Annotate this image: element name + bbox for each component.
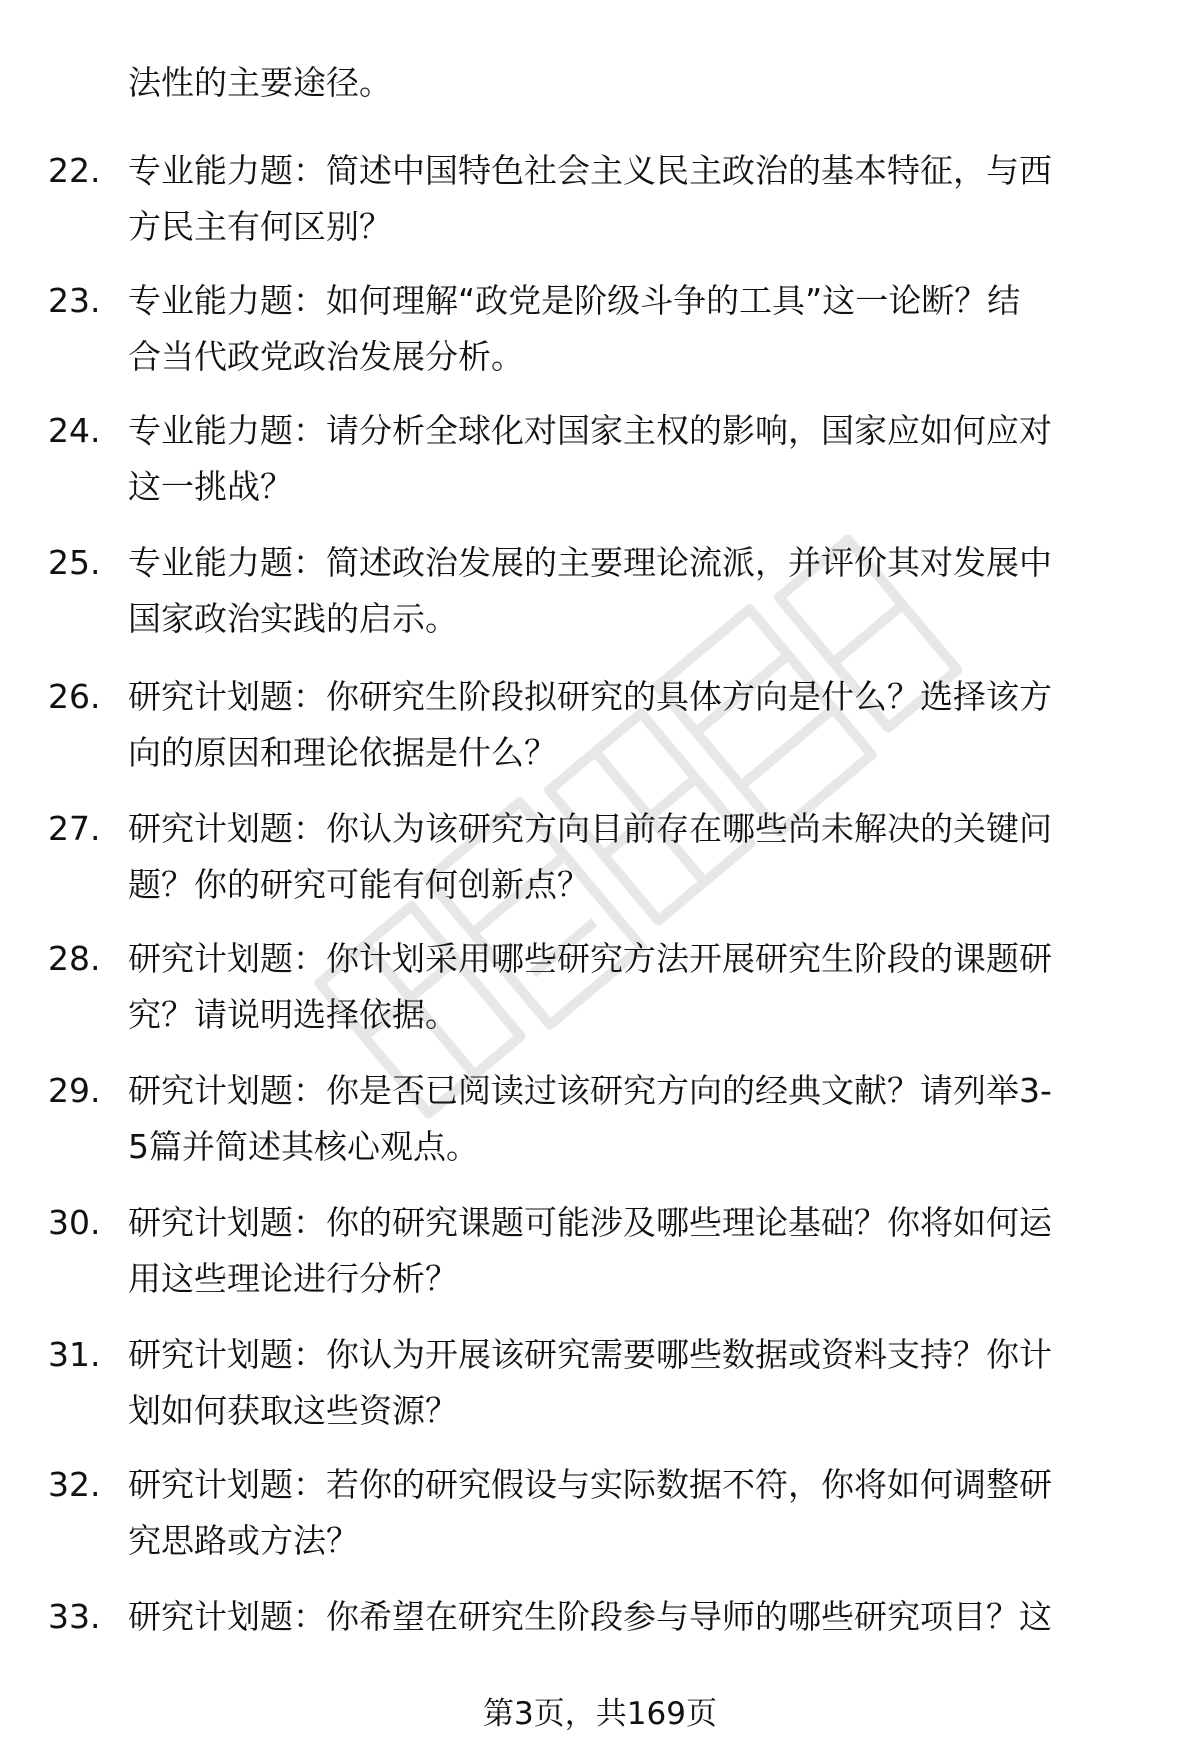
question-text-line-2: 用这些理论进行分析？ [128,1259,458,1298]
question-number: 22. [48,151,101,190]
question-text-line-2: 题？你的研究可能有何创新点？ [128,865,590,904]
question-text-line-2: 这一挑战？ [128,467,293,506]
question-text-line-1: 研究计划题：你认为该研究方向目前存在哪些尚未解决的关键问 [128,809,1052,848]
question-number: 31. [48,1335,101,1374]
question-text-line-1: 专业能力题：简述政治发展的主要理论流派，并评价其对发展中 [128,543,1052,582]
question-number: 26. [48,677,101,716]
continuation-text: 法性的主要途径。 [128,63,392,102]
question-number: 32. [48,1465,101,1504]
question-text-line-1: 研究计划题：你希望在研究生阶段参与导师的哪些研究项目？这 [128,1597,1052,1636]
question-text-line-2: 究？请说明选择依据。 [128,995,458,1034]
question-text-line-1: 研究计划题：你是否已阅读过该研究方向的经典文献？请列举3- [128,1071,1052,1110]
page-footer: 第3页，共169页 [483,1696,717,1732]
question-number: 27. [48,809,101,848]
question-text-line-1: 研究计划题：若你的研究假设与实际数据不符，你将如何调整研 [128,1465,1052,1504]
question-number: 25. [48,543,101,582]
question-text-line-2: 5篇并简述其核心观点。 [128,1127,479,1166]
question-text-line-2: 国家政治实践的启示。 [128,599,458,638]
question-text-line-1: 专业能力题：简述中国特色社会主义民主政治的基本特征，与西 [128,151,1052,190]
question-text-line-2: 向的原因和理论依据是什么？ [128,733,557,772]
question-number: 30. [48,1203,101,1242]
question-text-line-1: 研究计划题：你的研究课题可能涉及哪些理论基础？你将如何运 [128,1203,1052,1242]
question-text-line-2: 合当代政党政治发展分析。 [128,337,524,376]
question-number: 23. [48,281,101,320]
question-text-line-1: 专业能力题：请分析全球化对国家主权的影响，国家应如何应对 [128,411,1052,450]
question-number: 24. [48,411,101,450]
question-text-line-1: 专业能力题：如何理解“政党是阶级斗争的工具”这一论断？结 [128,281,1021,320]
question-text-line-1: 研究计划题：你计划采用哪些研究方法开展研究生阶段的课题研 [128,939,1052,978]
question-text-line-1: 研究计划题：你认为开展该研究需要哪些数据或资料支持？你计 [128,1335,1052,1374]
question-number: 28. [48,939,101,978]
question-number: 33. [48,1597,101,1636]
question-text-line-2: 划如何获取这些资源？ [128,1391,458,1430]
question-text-line-2: 究思路或方法？ [128,1521,359,1560]
question-number: 29. [48,1071,101,1110]
question-text-line-1: 研究计划题：你研究生阶段拟研究的具体方向是什么？选择该方 [128,677,1052,716]
question-text-line-2: 方民主有何区别？ [128,207,392,246]
